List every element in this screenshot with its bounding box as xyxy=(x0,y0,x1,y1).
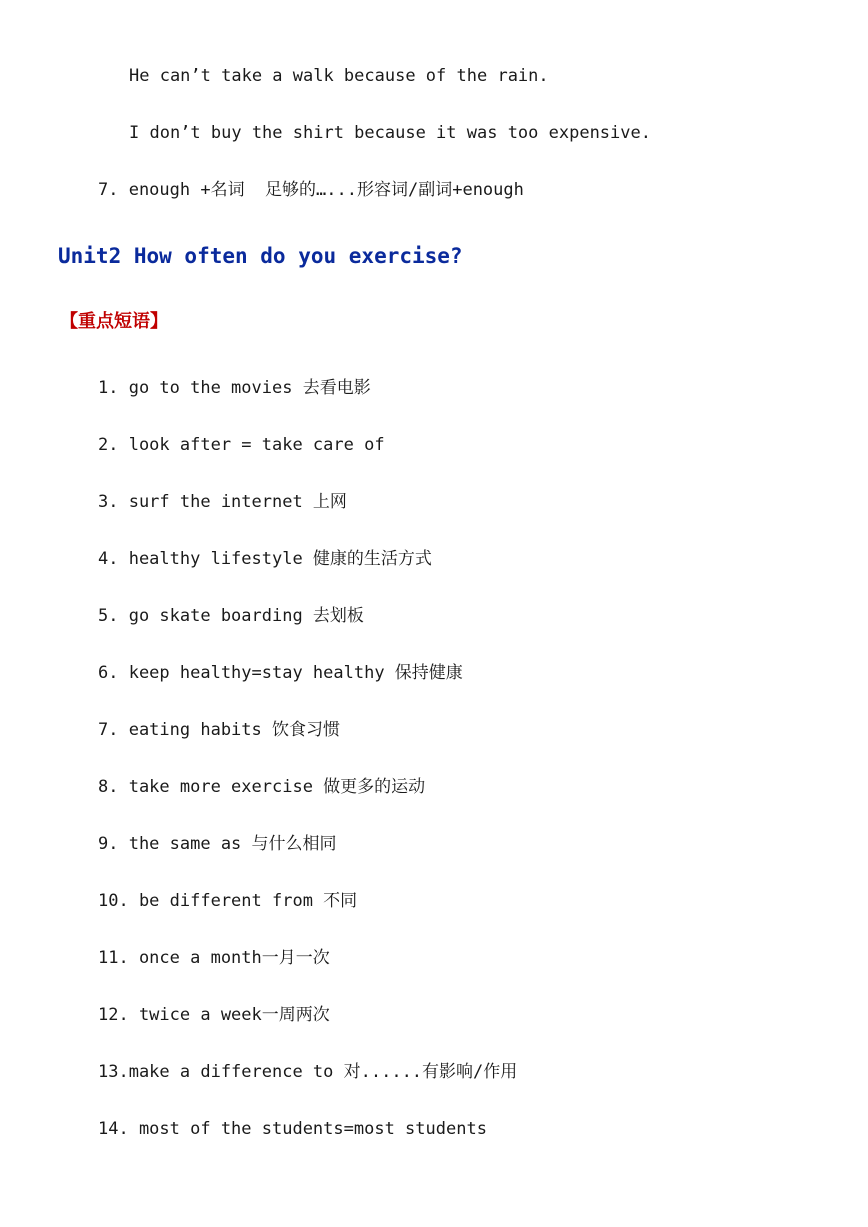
phrase-item: 6. keep healthy=stay healthy 保持健康 xyxy=(98,663,463,683)
phrase-item: 8. take more exercise 做更多的运动 xyxy=(98,777,426,797)
phrase-item: 4. healthy lifestyle 健康的生活方式 xyxy=(98,549,432,569)
phrase-item: 7. eating habits 饮食习惯 xyxy=(98,720,340,740)
phrase-item: 13.make a difference to 对......有影响/作用 xyxy=(98,1062,518,1082)
phrase-item: 2. look after = take care of xyxy=(98,435,385,455)
phrase-item: 11. once a month一月一次 xyxy=(98,948,330,968)
phrase-item: 10. be different from 不同 xyxy=(98,891,358,911)
phrase-item: 9. the same as 与什么相同 xyxy=(98,834,337,854)
phrase-item: 1. go to the movies 去看电影 xyxy=(98,378,371,398)
intro-line-1: He can’t take a walk because of the rain. xyxy=(129,66,549,86)
phrase-item: 14. most of the students=most students xyxy=(98,1119,487,1139)
phrase-item: 5. go skate boarding 去划板 xyxy=(98,606,364,626)
phrase-item: 12. twice a week一周两次 xyxy=(98,1005,330,1025)
intro-line-2: I don’t buy the shirt because it was too expensive. xyxy=(129,123,651,143)
section-label: 【重点短语】 xyxy=(60,311,168,332)
note-item-enough: 7. enough +名词 足够的…...形容词/副词+enough xyxy=(98,180,524,200)
phrase-item: 3. surf the internet 上网 xyxy=(98,492,347,512)
unit-heading: Unit2 How often do you exercise? xyxy=(58,244,463,268)
